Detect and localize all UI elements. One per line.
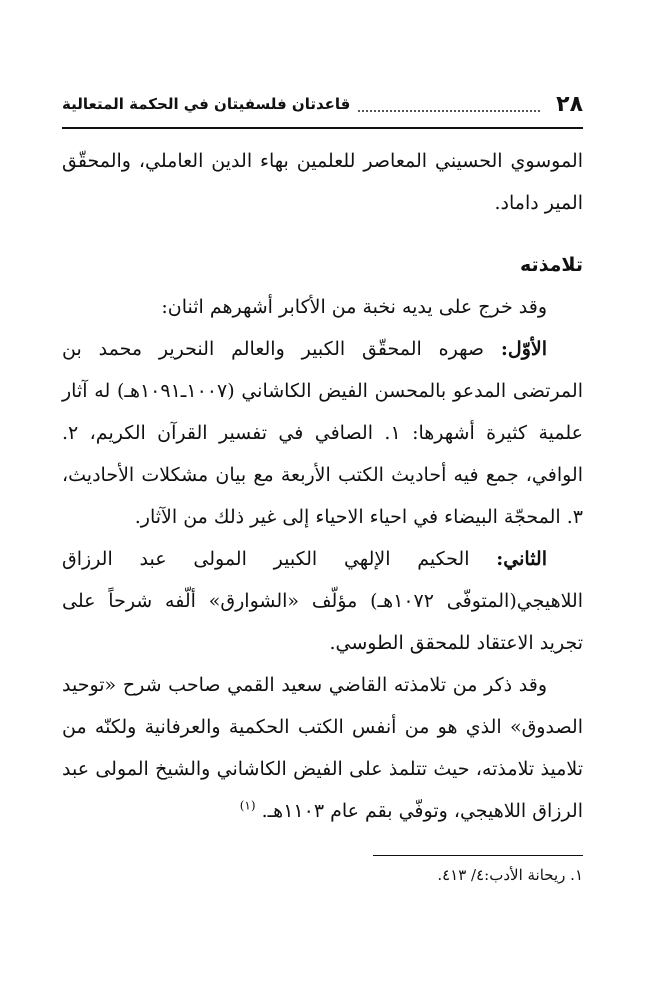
paragraph-other-students — [62, 664, 583, 832]
others-text: وقد ذكر من تلامذته القاضي سعيد القمي صاحب شرح «توحيد الصدوق» الذي هو من أنفس الكتب الحكمية والعرفانية ولكنّه من تلاميذ تلامذته، حيث تتلمذ على الفيض الكاشاني والشيخ المولى عبد الرزاق اللاهيجي، وتوفّي بقم عام ١١٠٣هـ. — [62, 674, 583, 822]
paragraph-second-student — [62, 538, 583, 664]
running-header — [62, 86, 583, 122]
footnote-marker: (١) — [239, 798, 256, 813]
second-lead: الثاني: — [496, 548, 547, 570]
paragraph-first-student — [62, 328, 583, 538]
footnote-rule — [373, 855, 583, 856]
running-title: قاعدتان فلسفيتان في الحكمة المتعالية — [62, 95, 351, 113]
paragraph-intro: الموسوي الحسيني المعاصر للعلمين بهاء الدين العاملي، والمحقّق المير داماد. — [62, 150, 583, 214]
second-text: الحكيم الإلهي الكبير المولى عبد الرزاق اللاهيجي(المتوفّى ١٠٧٢هـ) مؤلّف «الشوارق» ألّفه شرحاً على تجريد الاعتقاد للمحقق الطوسي. — [62, 548, 583, 654]
paragraph-students-intro: وقد خرج على يديه نخبة من الأكابر أشهرهم اثنان: — [161, 296, 547, 318]
page-number: ٢٨ — [556, 91, 583, 117]
header-dot-leader — [358, 96, 540, 112]
section-heading-students: تلامذته — [520, 254, 583, 276]
body-text — [62, 140, 583, 832]
first-lead: الأوّل: — [500, 338, 547, 360]
footnote: ١. ريحانة الأدب:٤/ ٤١٣. — [437, 866, 583, 884]
header-rule — [62, 127, 583, 129]
first-text: صهره المحقّق الكبير والعالم النحرير محمد بن المرتضى المدعو بالمحسن الفيض الكاشاني (١٠٠٧ـ١٠٩١هـ) له آثار علمية كثيرة أشهرها: ١. الصافي في تفسير القرآن الكريم، ٢. الوافي، جمع فيه أحاديث الكتب الأربعة مع بيان مشكلات الأحاديث، ٣. المحجّة البيضاء في احياء الاحياء إلى غير ذلك من الآثار. — [62, 338, 583, 528]
